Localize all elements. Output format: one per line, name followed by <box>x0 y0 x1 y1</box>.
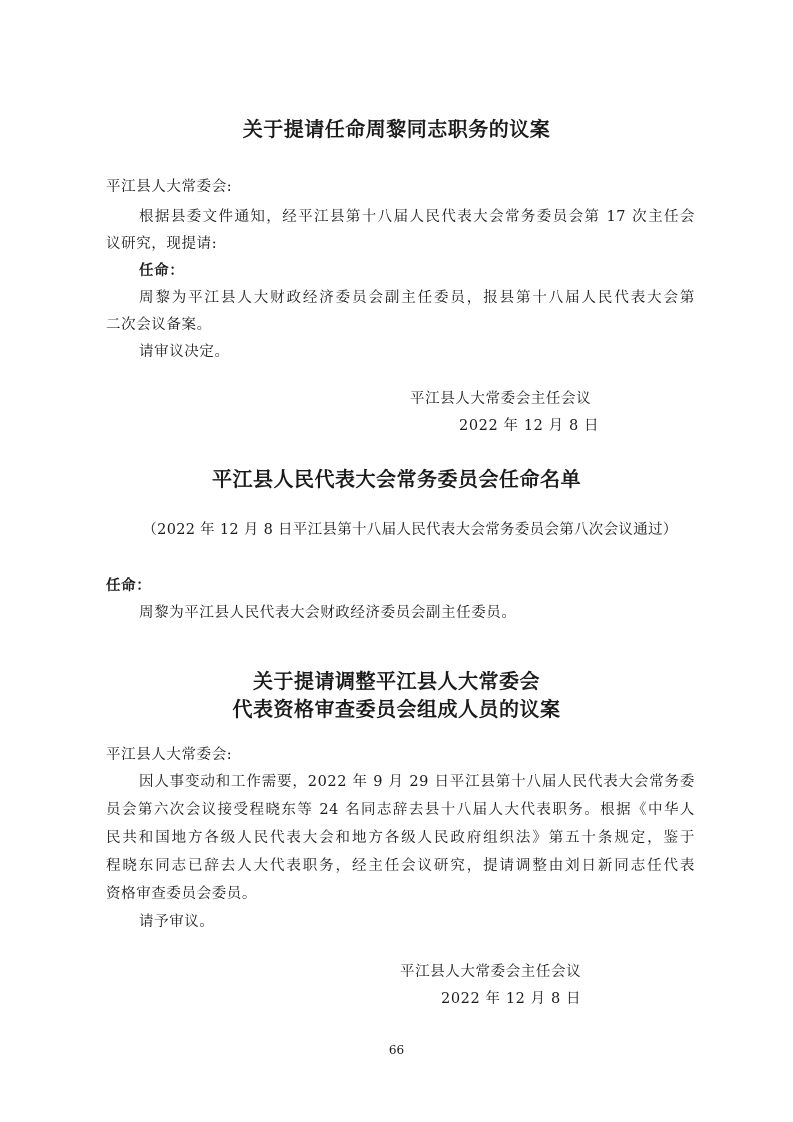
section3-body-line: 资格审查委员会委员。 <box>106 886 257 902</box>
section1-appoint-label: 任命： <box>139 262 185 279</box>
section3-date: 2022 年 12 月 8 日 <box>441 991 582 1007</box>
section1-date: 2022 年 12 月 8 日 <box>459 418 600 434</box>
section1-closing: 请审议决定。 <box>139 344 230 360</box>
section2-appointment-item: 周黎为平江县人民代表大会财政经济委员会副主任委员。 <box>139 605 517 621</box>
section3-closing: 请予审议。 <box>139 914 215 930</box>
section3-signer: 平江县人大常委会主任会议 <box>400 964 582 980</box>
section2-appoint-label: 任命： <box>106 577 152 594</box>
section3-title-line2: 代表资格审查委员会组成人员的议案 <box>232 697 561 721</box>
section3-body-line: 民共和国地方各级人民代表大会和地方各级人民政府组织法》第五十条规定，鉴于 <box>106 830 695 846</box>
section3-body-line: 因人事变动和工作需要，2022 年 9 月 29 日平江县第十八届人民代表大会常务委 <box>139 774 695 790</box>
section1-para1-line2: 议研究，现提请: <box>106 236 218 252</box>
section3-title-line1: 关于提请调整平江县人大常委会 <box>253 669 540 693</box>
section1-para2-line2: 二次会议备案。 <box>106 317 212 333</box>
section1-salutation: 平江县人大常委会: <box>106 179 233 195</box>
section2-title: 平江县人民代表大会常务委员会任命名单 <box>212 467 581 491</box>
section1-title: 关于提请任命周黎同志职务的议案 <box>242 117 551 141</box>
section3-salutation: 平江县人大常委会: <box>106 747 233 763</box>
section1-para1-line1: 根据县委文件通知，经平江县第十八届人民代表大会常务委员会第 17 次主任会 <box>139 209 695 225</box>
section3-body-line: 员会第六次会议接受程晓东等 24 名同志辞去县十八届人大代表职务。根据《中华人 <box>106 802 695 818</box>
section1-signer: 平江县人大常委会主任会议 <box>410 391 592 407</box>
section3-body-line: 程晓东同志已辞去人大代表职务，经主任会议研究，提请调整由刘日新同志任代表 <box>106 858 695 874</box>
section2-subtitle: （2022 年 12 月 8 日平江县第十八届人民代表大会常务委员会第八次会议通过） <box>142 522 678 538</box>
page-number: 66 <box>388 1043 405 1057</box>
section1-para2-line1: 周黎为平江县人大财政经济委员会副主任委员，报县第十八届人民代表大会第 <box>139 290 695 306</box>
